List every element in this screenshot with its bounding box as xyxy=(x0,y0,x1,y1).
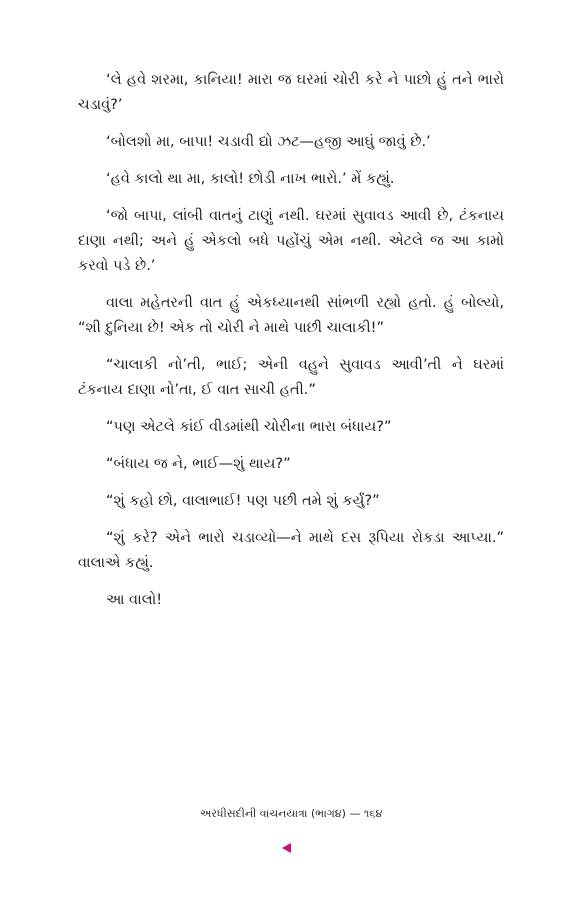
paragraph: “બંધાય જ ને, ભાઈ—શું થાય?” xyxy=(106,456,291,472)
paragraph: આ વાલો! xyxy=(106,592,163,608)
paragraph: “શું કહો છો, વાલાભાઈ! પણ પછી તમે શું કર્યું?” xyxy=(106,493,380,509)
paragraph: “ચાલાકી નો’તી, ભાઈ; એની વહુને સુવાવડ આવી’તી ને ઘરમાં ટંકનાય દાણા નો’તા, ઈ વાત સાચી હતી.” xyxy=(78,357,504,398)
page-footer: અરધીસદીની વાચનયાત્રા (ભાગ૪) — ૧૬૪ xyxy=(199,807,383,820)
paragraph: “પણ એટલે કાંઈ વીડમાંથી ચોરીના ભારા બંધાય?” xyxy=(106,419,392,435)
paragraph: ‘જો બાપા, લાંબી વાતનું ટાણું નથી. ઘરમાં સુવાવડ આવી છે, ટંકનાય દાણા નથી; અને હું એકલો બધે પહોંચું એમ નથી. એટલે જ આ કામો કરવો પડે છે.’ xyxy=(78,208,504,274)
paragraph: વાલા મહેતરની વાત હું એકધ્યાનથી સાંભળી રહ્યો હતો. હું બોલ્યો, “શી દુનિયા છે! એક તો ચોરી ને માથે પાછી ચાલાકી!” xyxy=(78,295,504,336)
previous-page-icon[interactable] xyxy=(282,843,291,853)
paragraph: ‘હવે કાલો થા મા, કાલો! છોડી નાખ ભારો.’ મેં કહ્યું. xyxy=(106,171,395,187)
paragraph: ‘બોલશો મા, બાપા! ચડાવી દ્યો ઝટ—હજી આઘું જાવું છે.’ xyxy=(106,134,431,150)
body-text xyxy=(78,68,504,625)
paragraph: ‘લે હવે શરમા, કાનિયા! મારા જ ઘરમાં ચોરી કરે ને પાછો હું તને ભારો ચડાવું?’ xyxy=(78,72,504,113)
paragraph: “શું કરે? એને ભારો ચડાવ્યો—ને માથે દસ રૂપિયા રોકડા આપ્યા.” વાલાએ કહ્યું. xyxy=(78,530,504,571)
